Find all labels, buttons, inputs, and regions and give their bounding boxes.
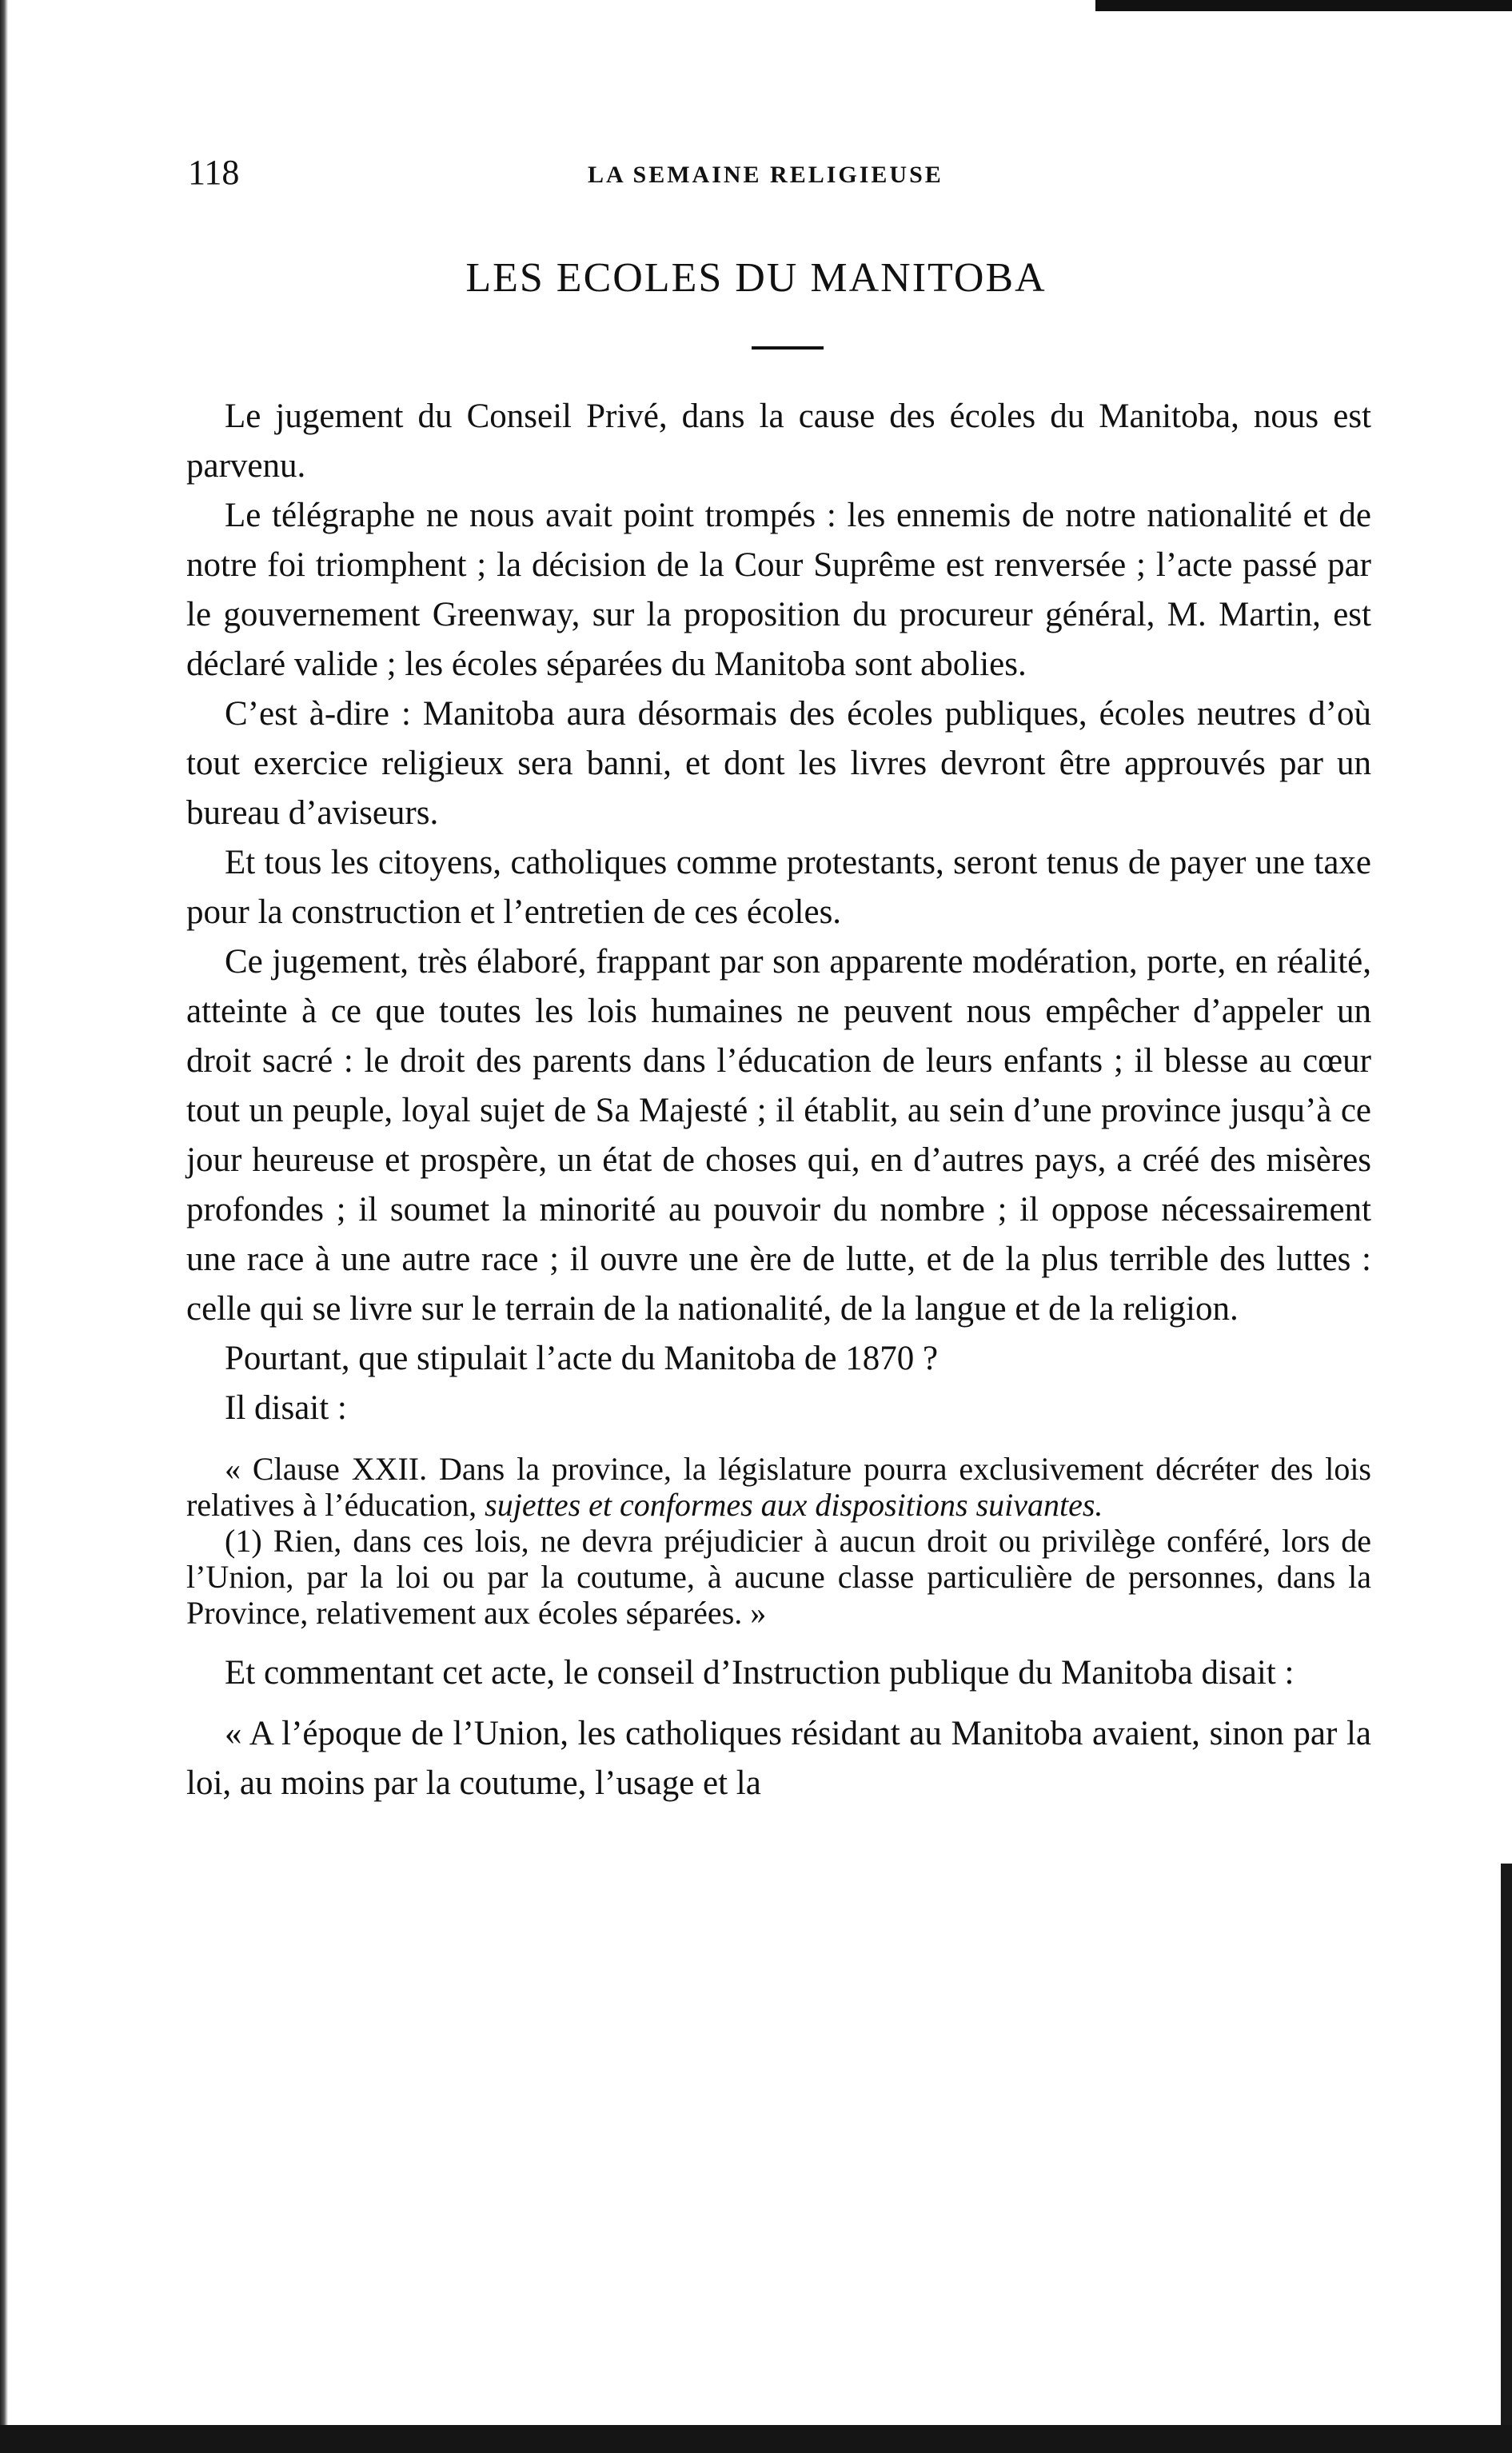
commentary-quote: « A l’époque de l’Union, les catholiques résidant au Manitoba avaient, sinon par la loi, au moins par la coutume, l’usage et la bbox=[186, 1715, 1371, 1802]
scan-edge-top bbox=[1095, 0, 1512, 11]
scan-edge-right bbox=[1501, 1864, 1512, 2453]
scan-edge-left bbox=[0, 0, 8, 2453]
clause-item: (1) Rien, dans ces lois, ne devra préjudicier à aucun droit ou privilège conféré, lors de l’Union, par la loi ou par la coutume, à aucune classe particulière de personnes, dans la Province, relativement aux écoles séparées. » bbox=[186, 1523, 1371, 1631]
title-rule bbox=[752, 346, 824, 350]
clause-quote bbox=[186, 1451, 1371, 1523]
paragraph: C’est à-dire : Manitoba aura désormais des écoles publiques, écoles neutres d’où tout exercice religieux sera banni, et dont les livres devront être approuvés par un bureau d’aviseurs. bbox=[186, 695, 1371, 832]
spacer bbox=[186, 1698, 1371, 1709]
running-head bbox=[188, 152, 1363, 200]
paragraph: Ce jugement, très élaboré, frappant par son apparente modération, porte, en réalité, atteinte à ce que toutes les lois humaines ne peuvent nous empêcher d’appeler un droit sacré : le droit des parents dans l’éducation de leurs enfants ; il blesse au cœur tout un peuple, loyal sujet de Sa Majesté ; il établit, au sein d’une province jusqu’à ce jour heureuse et prospère, un état de choses qui, en d’autres pays, a créé des misères profondes ; il soumet la minorité au pouvoir du nombre ; il oppose nécessairement une race à une autre race ; il ouvre une ère de lutte, et de la plus terrible des luttes : celle qui se livre sur le terrain de la nationalité, de la langue et de la religion. bbox=[186, 943, 1371, 1328]
paragraph: Le télégraphe ne nous avait point trompés : les ennemis de notre nationalité et de notre foi triomphent ; la décision de la Cour Suprême est renversée ; l’acte passé par le gouvernement Greenway, sur la proposition du procureur général, M. Martin, est déclaré valide ; les écoles séparées du Manitoba sont abolies. bbox=[186, 497, 1371, 683]
article-title: LES ECOLES DU MANITOBA bbox=[465, 255, 1047, 301]
paragraph: Le jugement du Conseil Privé, dans la cause des écoles du Manitoba, nous est parvenu. bbox=[186, 398, 1371, 485]
clause-text: « Clause XXII. Dans la province, la législature pourra exclusivement décréter des lois relatives à l’éducation, bbox=[186, 1451, 1371, 1523]
paragraph: Pourtant, que stipulait l’acte du Manitoba de 1870 ? bbox=[225, 1340, 939, 1377]
article-body bbox=[186, 392, 1371, 1808]
paragraph: Et tous les citoyens, catholiques comme protestants, seront tenus de payer une taxe pour la construction et l’entretien de ces écoles. bbox=[186, 844, 1371, 931]
spacer bbox=[186, 1631, 1371, 1648]
journal-title: LA SEMAINE RELIGIEUSE bbox=[588, 162, 944, 188]
scan-edge-bottom bbox=[0, 2425, 1512, 2453]
paragraph: Il disait : bbox=[225, 1389, 347, 1427]
commentary-intro: Et commentant cet acte, le conseil d’Instruction publique du Manitoba disait : bbox=[225, 1654, 1295, 1692]
page-number: 118 bbox=[188, 153, 240, 192]
spacer bbox=[186, 1433, 1371, 1451]
clause-italic: sujettes et conformes aux dispositions suivantes. bbox=[485, 1487, 1103, 1523]
